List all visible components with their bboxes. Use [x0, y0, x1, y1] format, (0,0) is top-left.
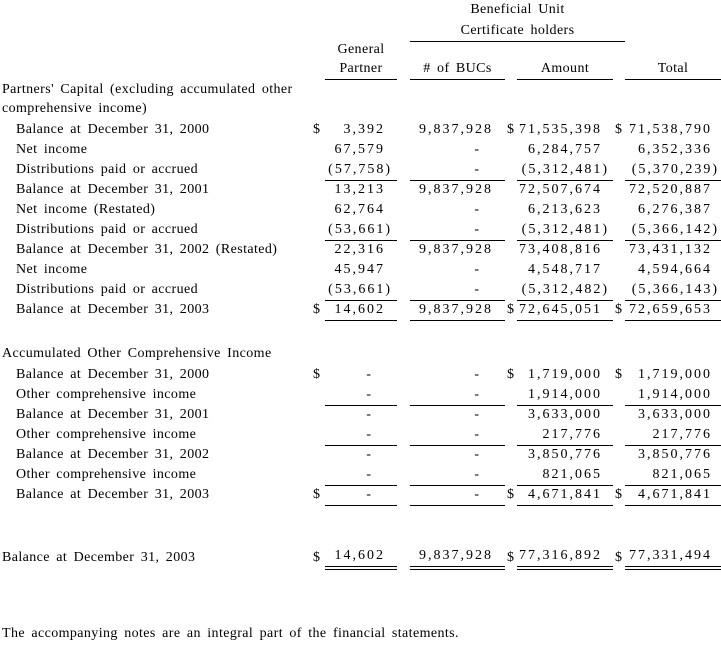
cell-gp-value: [325, 485, 397, 505]
row-label: Balance at December 31, 2003: [16, 487, 210, 502]
cell-dollar-sign: $: [507, 487, 514, 502]
spacer-cell: [397, 180, 410, 200]
footnote: The accompanying notes are an integral part of the financial statements.: [2, 626, 459, 641]
row-label: Distributions paid or accrued: [16, 282, 199, 297]
value-text: 72,520,887: [629, 182, 713, 197]
cell-total-value: [625, 280, 721, 300]
value-text: 1,719,000: [638, 367, 713, 382]
cell-gp-value: [325, 260, 397, 280]
value-text: -: [366, 386, 373, 402]
row-label: Net income (Restated): [16, 202, 156, 217]
value-text: (5,366,142): [631, 221, 720, 237]
cell-gp-value: [325, 120, 397, 140]
cell-gp-value: [325, 280, 397, 300]
row-label: Distributions paid or accrued: [16, 162, 199, 177]
cell-bucs-value: [410, 140, 505, 160]
cell-dollar-sign: $: [615, 122, 622, 137]
section-title: [0, 344, 721, 365]
column-header-row-1: [0, 41, 721, 60]
cell-amt-value: [517, 547, 613, 568]
cell-dollar-sign: [613, 405, 625, 425]
value-text: -: [474, 407, 481, 422]
spacer-cell: [397, 425, 410, 445]
spacer-row: [0, 320, 721, 344]
group-header-line2: Certificate holders: [410, 20, 625, 41]
table-row: [0, 160, 721, 180]
cell-total-value: [625, 425, 721, 445]
table-row: [0, 425, 721, 445]
group-header-line1: Beneficial Unit: [470, 2, 565, 17]
cell-gp-value: [325, 240, 397, 260]
row-label: Balance at December 31, 2003: [16, 302, 210, 317]
spacer-cell: [397, 60, 410, 80]
cell-amt-value: [517, 385, 613, 405]
cell-total-value: [625, 240, 721, 260]
row-label: Other comprehensive income: [16, 387, 197, 402]
cell-bucs-value: [410, 485, 505, 505]
value-text: -: [366, 407, 373, 422]
value-text: 3,850,776: [528, 447, 602, 462]
value-text: -: [474, 161, 481, 177]
value-text: 3,633,000: [638, 407, 713, 422]
section-title-line: comprehensive income): [2, 101, 148, 116]
cell-dollar-sign: $: [313, 550, 320, 565]
table-row: [0, 200, 721, 220]
cell-gp-value: [325, 160, 397, 180]
value-text: -: [366, 426, 373, 442]
spacer-cell: [397, 547, 410, 568]
value-text: (53,661): [328, 221, 392, 237]
cell-bucs-value: [410, 220, 505, 240]
row-label: Balance at December 31, 2000: [16, 367, 210, 382]
value-text: 6,213,623: [528, 202, 602, 217]
cell-dollar-sign: [311, 140, 325, 160]
spacer-cell: [0, 0, 410, 20]
spacer-cell: [0, 320, 721, 344]
col-header-total: Total: [625, 60, 721, 80]
value-text: (5,312,481): [521, 221, 609, 237]
cell-dollar-sign: $: [507, 122, 514, 137]
cell-bucs-value: [410, 120, 505, 140]
cell-amt-value: [517, 140, 613, 160]
cell-dollar-sign: [311, 200, 325, 220]
value-text: -: [474, 221, 481, 237]
cell-dollar-sign: [311, 260, 325, 280]
cell-amt-value: [517, 445, 613, 465]
value-text: (5,312,482): [521, 281, 609, 297]
cell-dollar-sign: [311, 425, 325, 445]
cell-amt-value: [517, 365, 613, 385]
spacer-cell: [0, 60, 311, 80]
cell-dollar-sign: [505, 180, 517, 200]
value-text: 72,659,653: [629, 301, 713, 317]
value-text: -: [474, 386, 481, 402]
spacer-cell: [397, 465, 410, 485]
value-text: 4,671,841: [638, 486, 713, 502]
value-text: -: [366, 447, 373, 462]
row-label: Balance at December 31, 2002 (Restated): [16, 242, 278, 257]
value-text: 14,602: [334, 548, 385, 563]
cell-gp-value: [325, 365, 397, 385]
value-text: 3,392: [343, 122, 385, 137]
cell-bucs-value: [410, 260, 505, 280]
cell-gp-value: [325, 300, 397, 320]
row-label: Balance at December 31, 2001: [16, 407, 210, 422]
cell-dollar-sign: $: [507, 367, 514, 382]
cell-amt-value: [517, 300, 613, 320]
cell-dollar-sign: [311, 405, 325, 425]
cell-dollar-sign: [505, 280, 517, 300]
cell-bucs-value: [410, 465, 505, 485]
cell-amt-value: [517, 425, 613, 445]
cell-dollar-sign: [505, 220, 517, 240]
col-header-general-partner-line1: General: [337, 42, 385, 57]
table-row: [0, 385, 721, 405]
cell-bucs-value: [410, 385, 505, 405]
cell-amt-value: [517, 465, 613, 485]
value-text: -: [366, 486, 373, 502]
cell-dollar-sign: [613, 425, 625, 445]
cell-total-value: [625, 485, 721, 505]
value-text: 45,947: [334, 262, 385, 277]
section-title-line: Partners' Capital (excluding accumulated other: [2, 82, 293, 97]
value-text: -: [474, 142, 481, 157]
cell-dollar-sign: $: [615, 550, 622, 565]
table-row: [0, 445, 721, 465]
cell-dollar-sign: [613, 445, 625, 465]
cell-dollar-sign: [613, 180, 625, 200]
value-text: 22,316: [334, 242, 385, 257]
value-text: -: [366, 367, 373, 382]
cell-total-value: [625, 405, 721, 425]
cell-total-value: [625, 385, 721, 405]
table-row: [0, 140, 721, 160]
cell-total-value: [625, 300, 721, 320]
value-text: 1,719,000: [528, 367, 602, 382]
section-title-line: Accumulated Other Comprehensive Income: [2, 346, 272, 361]
value-text: -: [474, 486, 481, 502]
table-row: [0, 260, 721, 280]
cell-total-value: [625, 547, 721, 568]
group-header-row-1: [0, 0, 721, 20]
cell-dollar-sign: [505, 385, 517, 405]
cell-dollar-sign: [311, 220, 325, 240]
cell-total-value: [625, 140, 721, 160]
cell-total-value: [625, 465, 721, 485]
cell-amt-value: [517, 120, 613, 140]
row-label: Net income: [16, 142, 88, 157]
spacer-cell: [0, 20, 410, 41]
section-title: [0, 80, 721, 121]
cell-dollar-sign: [505, 405, 517, 425]
cell-gp-value: [325, 220, 397, 240]
cell-amt-value: [517, 260, 613, 280]
cell-bucs-value: [410, 180, 505, 200]
spacer-cell: [0, 505, 721, 547]
value-text: 67,579: [334, 142, 385, 157]
value-text: -: [366, 466, 373, 482]
value-text: 4,548,717: [528, 262, 602, 277]
spacer-cell: [397, 120, 410, 140]
table-row: [0, 120, 721, 140]
value-text: -: [474, 466, 481, 482]
value-text: 62,764: [334, 202, 385, 217]
cell-amt-value: [517, 220, 613, 240]
value-text: (5,312,481): [521, 161, 609, 177]
cell-gp-value: [325, 200, 397, 220]
table-row: [0, 220, 721, 240]
cell-dollar-sign: [613, 220, 625, 240]
spacer-cell: [397, 385, 410, 405]
cell-total-value: [625, 365, 721, 385]
value-text: 14,602: [334, 301, 385, 317]
column-header-row-2: [0, 60, 721, 80]
cell-dollar-sign: [311, 240, 325, 260]
spacer-cell: [397, 485, 410, 505]
cell-dollar-sign: [613, 385, 625, 405]
value-text: 77,331,494: [629, 548, 713, 563]
cell-dollar-sign: $: [313, 302, 320, 317]
row-label: Balance at December 31, 2000: [16, 122, 210, 137]
cell-amt-value: [517, 160, 613, 180]
spacer-cell: [397, 280, 410, 300]
cell-gp-value: [325, 465, 397, 485]
statement-header: [0, 0, 721, 80]
table-row: [0, 465, 721, 485]
cell-dollar-sign: $: [615, 487, 622, 502]
cell-dollar-sign: $: [313, 487, 320, 502]
statement-body: [0, 80, 721, 569]
spacer-cell: [397, 240, 410, 260]
cell-dollar-sign: [505, 445, 517, 465]
cell-total-value: [625, 220, 721, 240]
cell-total-value: [625, 180, 721, 200]
value-text: -: [474, 202, 481, 217]
cell-dollar-sign: [311, 160, 325, 180]
spacer-cell: [625, 20, 721, 41]
spacer-cell: [397, 200, 410, 220]
spacer-row: [0, 505, 721, 547]
spacer-cell: [397, 300, 410, 320]
spacer-cell: [397, 160, 410, 180]
value-text: 9,837,928: [419, 242, 493, 257]
spacer-cell: [397, 140, 410, 160]
cell-dollar-sign: [311, 180, 325, 200]
row-label: Other comprehensive income: [16, 467, 197, 482]
cell-gp-value: [325, 385, 397, 405]
value-text: -: [474, 281, 481, 297]
value-text: 77,316,892: [519, 548, 602, 563]
cell-dollar-sign: $: [615, 367, 622, 382]
table-row: [0, 240, 721, 260]
value-text: 821,065: [542, 466, 602, 482]
cell-bucs-value: [410, 240, 505, 260]
value-text: -: [474, 262, 481, 277]
cell-dollar-sign: [505, 260, 517, 280]
value-text: 217,776: [542, 426, 602, 442]
cell-amt-value: [517, 200, 613, 220]
spacer-cell: [397, 260, 410, 280]
table-row: [0, 547, 721, 568]
table-row: [0, 485, 721, 505]
col-header-amount: Amount: [517, 60, 613, 80]
cell-dollar-sign: $: [507, 550, 514, 565]
value-text: (5,370,239): [631, 161, 720, 177]
cell-amt-value: [517, 180, 613, 200]
cell-dollar-sign: [311, 445, 325, 465]
group-header-row-2: [0, 20, 721, 41]
cell-gp-value: [325, 405, 397, 425]
cell-gp-value: [325, 140, 397, 160]
spacer-cell: [0, 41, 311, 60]
spacer-cell: [311, 41, 325, 60]
cell-bucs-value: [410, 365, 505, 385]
cell-total-value: [625, 120, 721, 140]
cell-bucs-value: [410, 160, 505, 180]
cell-total-value: [625, 200, 721, 220]
table-row: [0, 365, 721, 385]
cell-dollar-sign: [613, 140, 625, 160]
spacer-cell: [397, 445, 410, 465]
cell-dollar-sign: [505, 200, 517, 220]
cell-amt-value: [517, 405, 613, 425]
cell-dollar-sign: [505, 240, 517, 260]
cell-gp-value: [325, 547, 397, 568]
value-text: -: [474, 367, 481, 382]
value-text: 9,837,928: [419, 122, 493, 137]
cell-gp-value: [325, 445, 397, 465]
cell-dollar-sign: [505, 425, 517, 445]
cell-amt-value: [517, 240, 613, 260]
cell-dollar-sign: [505, 160, 517, 180]
row-label: Balance at December 31, 2003: [2, 550, 196, 565]
row-label: Other comprehensive income: [16, 427, 197, 442]
value-text: 1,914,000: [528, 386, 602, 402]
col-header-bucs: # of BUCs: [410, 60, 505, 80]
cell-total-value: [625, 260, 721, 280]
cell-dollar-sign: [613, 260, 625, 280]
cell-dollar-sign: [311, 280, 325, 300]
spacer-cell: [613, 60, 625, 80]
value-text: 9,837,928: [419, 182, 493, 197]
spacer-cell: [397, 220, 410, 240]
spacer-cell: [397, 41, 721, 60]
spacer-cell: [397, 405, 410, 425]
spacer-cell: [505, 60, 517, 80]
value-text: 4,671,841: [528, 486, 602, 502]
value-text: 13,213: [334, 182, 385, 197]
value-text: -: [474, 447, 481, 462]
cell-bucs-value: [410, 547, 505, 568]
cell-bucs-value: [410, 405, 505, 425]
value-text: 9,837,928: [419, 301, 493, 317]
cell-amt-value: [517, 280, 613, 300]
cell-gp-value: [325, 180, 397, 200]
cell-dollar-sign: $: [313, 367, 320, 382]
cell-dollar-sign: [613, 280, 625, 300]
cell-dollar-sign: [613, 200, 625, 220]
cell-bucs-value: [410, 445, 505, 465]
cell-total-value: [625, 445, 721, 465]
cell-dollar-sign: $: [313, 122, 320, 137]
cell-dollar-sign: [505, 140, 517, 160]
cell-dollar-sign: $: [507, 302, 514, 317]
value-text: 217,776: [652, 426, 713, 442]
cell-dollar-sign: [311, 385, 325, 405]
cell-bucs-value: [410, 300, 505, 320]
value-text: (53,661): [328, 281, 392, 297]
cell-gp-value: [325, 425, 397, 445]
section-title-row: [0, 80, 721, 121]
cell-dollar-sign: [613, 465, 625, 485]
table-row: [0, 405, 721, 425]
value-text: 4,594,664: [638, 262, 713, 277]
cell-dollar-sign: [613, 160, 625, 180]
col-header-general-partner-line2: Partner: [325, 60, 397, 80]
row-label: Balance at December 31, 2002: [16, 447, 210, 462]
table-row: [0, 300, 721, 320]
value-text: 73,408,816: [519, 242, 602, 257]
row-label: Balance at December 31, 2001: [16, 182, 210, 197]
cell-bucs-value: [410, 200, 505, 220]
cell-dollar-sign: [311, 465, 325, 485]
value-text: -: [474, 426, 481, 442]
value-text: (57,758): [328, 161, 392, 177]
value-text: 9,837,928: [419, 548, 493, 563]
value-text: 73,431,132: [629, 242, 713, 257]
value-text: 6,276,387: [638, 202, 713, 217]
cell-amt-value: [517, 485, 613, 505]
value-text: 6,352,336: [638, 142, 713, 157]
cell-bucs-value: [410, 280, 505, 300]
cell-dollar-sign: [613, 240, 625, 260]
table-row: [0, 280, 721, 300]
cell-dollar-sign: [505, 465, 517, 485]
cell-total-value: [625, 160, 721, 180]
value-text: (5,366,143): [631, 281, 720, 297]
value-text: 71,538,790: [629, 122, 713, 137]
value-text: 821,065: [652, 466, 713, 482]
value-text: 3,633,000: [528, 407, 602, 422]
table-row: [0, 180, 721, 200]
value-text: 6,284,757: [528, 142, 602, 157]
value-text: 72,645,051: [519, 301, 602, 317]
value-text: 71,535,398: [519, 122, 602, 137]
section-title-row: [0, 344, 721, 365]
value-text: 72,507,674: [519, 182, 602, 197]
spacer-cell: [311, 60, 325, 80]
value-text: 1,914,000: [638, 386, 713, 402]
spacer-cell: [397, 365, 410, 385]
value-text: 3,850,776: [638, 447, 713, 462]
cell-bucs-value: [410, 425, 505, 445]
cell-dollar-sign: $: [615, 302, 622, 317]
row-label: Net income: [16, 262, 88, 277]
spacer-cell: [625, 0, 721, 20]
row-label: Distributions paid or accrued: [16, 222, 199, 237]
